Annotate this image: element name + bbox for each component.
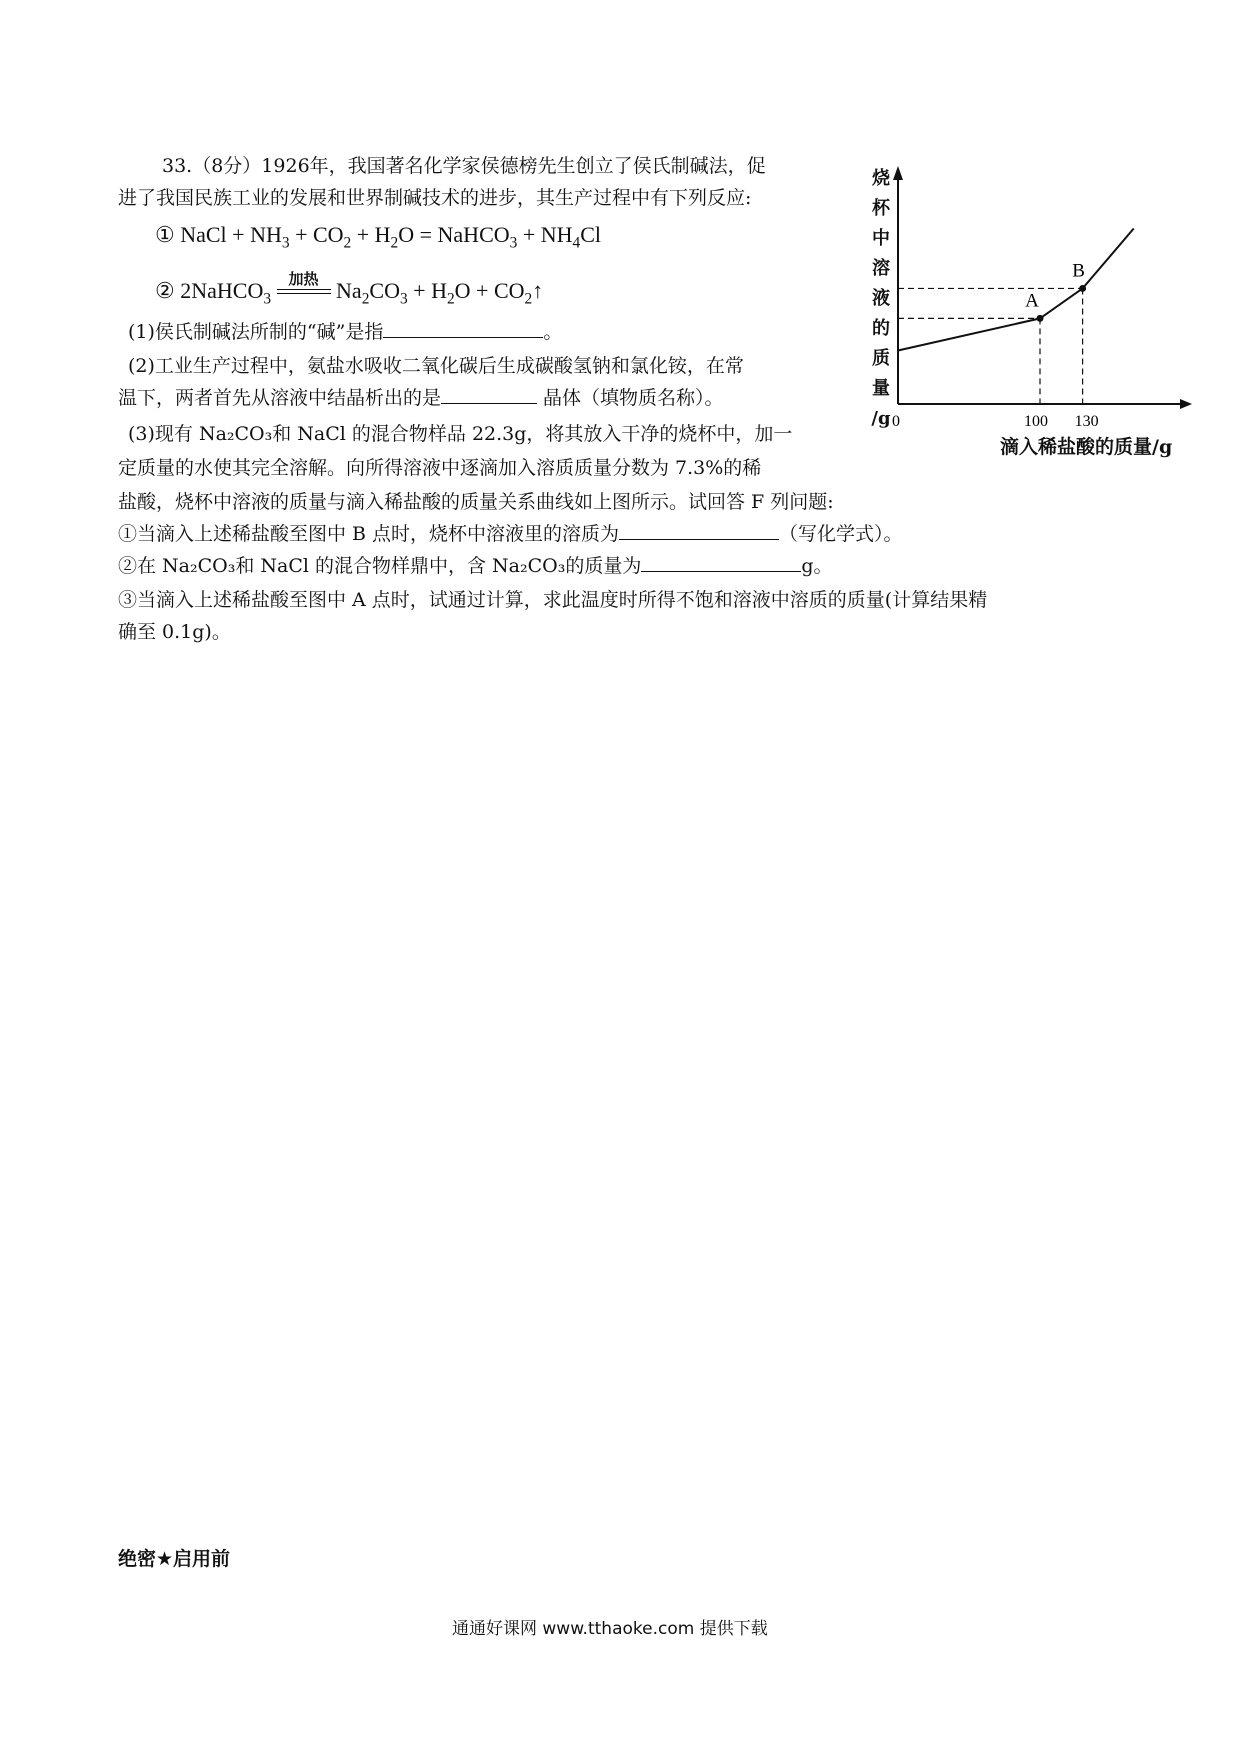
answer-blank-1[interactable] xyxy=(383,319,543,338)
equation-1-marker: ① xyxy=(155,222,175,247)
point-a xyxy=(1037,315,1044,322)
point-b xyxy=(1079,285,1086,292)
chart-line xyxy=(898,229,1134,351)
sub-question-1: ①当滴入上述稀盐酸至图中 B 点时，烧杯中溶液里的溶质为 （写化学式）。 xyxy=(118,523,903,545)
part-2-line1: (2)工业生产过程中，氨盐水吸收二氧化碳后生成碳酸氢钠和氯化铵，在常 xyxy=(128,355,744,377)
answer-blank-4[interactable] xyxy=(641,553,801,572)
point-label-b: B xyxy=(1072,260,1085,282)
x-axis-arrow xyxy=(1180,399,1192,409)
equation-2 xyxy=(155,272,544,308)
chart-axes xyxy=(893,166,1192,409)
equation-2-marker: ② xyxy=(155,278,175,303)
y-axis-arrow xyxy=(893,166,903,180)
source-footer: 通通好课网 www.tthaoke.com 提供下载 xyxy=(452,1619,768,1639)
reaction-arrow-lines xyxy=(277,289,331,294)
sub-question-3-line2: 确至 0.1g)。 xyxy=(118,621,231,643)
part-2-line2: 温下，两者首先从溶液中结晶析出的是 晶体（填物质名称）。 xyxy=(118,387,724,409)
data-series-line xyxy=(898,229,1134,351)
question-intro-line1: 33.（8分）1926年，我国著名化学家侯德榜先生创立了侯氏制碱法，促 xyxy=(162,155,766,177)
sub-question-2: ②在 Na₂CO₃和 NaCl 的混合物样鼎中，含 Na₂CO₃的质量为 g。 xyxy=(118,555,833,577)
equation-1-body: NaCl + $NH_3 + CO_2 + H_2O$ = NaHCO$_3$ + $NH_4Cl$ xyxy=(180,222,602,252)
part-3-line3: 盐酸，烧杯中溶液的质量与滴入稀盐酸的质量关系曲线如上图所示。试回答 F 列问题: xyxy=(118,491,834,513)
part-1: (1)侯氏制碱法所制的“碱”是指 。 xyxy=(128,321,563,343)
origin-label: 0 xyxy=(892,413,900,430)
equation-1 xyxy=(155,222,601,252)
part-3-line1: (3)现有 Na₂CO₃和 NaCl 的混合物样品 22.3g，将其放入干净的烧杯中，加一 xyxy=(128,423,793,445)
chart-guides xyxy=(898,288,1083,404)
reaction-condition: 加热 xyxy=(277,278,331,294)
point-label-a: A xyxy=(1025,290,1039,312)
x-tick-label-100: 100 xyxy=(1024,413,1048,430)
x-tick-label-130: 130 xyxy=(1074,413,1099,430)
chart-x-axis-label: 滴入稀盐酸的质量/g xyxy=(1000,436,1173,458)
equation-2-products: $Na_2CO_3 + H_2O$ + $CO_2↑$ xyxy=(336,278,544,308)
equation-2-reactant: 2NaHCO$_3$ xyxy=(180,278,272,308)
answer-blank-3[interactable] xyxy=(619,521,779,540)
sub-question-3-line1: ③当滴入上述稀盐酸至图中 A 点时，试通过计算，求此温度时所得不饱和溶液中溶质的质量(计算结果精 xyxy=(118,589,988,611)
confidential-header: 绝密★启用前 xyxy=(118,1548,231,1570)
chart-y-axis-label: 烧 杯 中 溶 液 的 质 量 /g xyxy=(871,168,891,429)
answer-blank-2[interactable] xyxy=(441,385,537,404)
part-3-line2: 定质量的水使其完全溶解。向所得溶液中逐滴加入溶质质量分数为 7.3%的稀 xyxy=(118,457,762,479)
question-intro-line2: 进了我国民族工业的发展和世界制碱技术的进步，其生产过程中有下列反应: xyxy=(118,187,752,209)
